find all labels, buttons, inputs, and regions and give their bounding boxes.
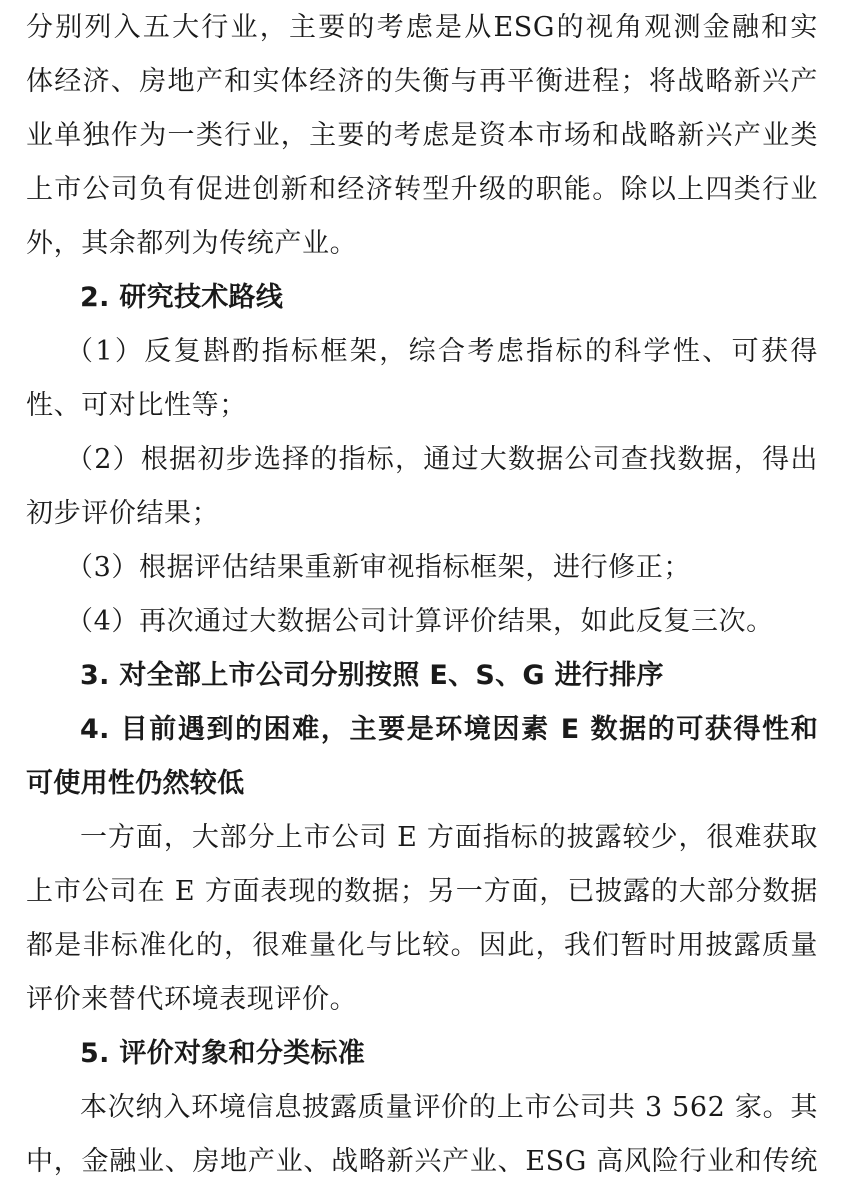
body-text-line: 评价来替代环境表现评价。 xyxy=(26,984,358,1015)
list-item-line: （2）根据初步选择的指标，通过大数据公司查找数据，得出 xyxy=(66,444,818,475)
body-text-line: 体经济、房地产和实体经济的失衡与再平衡进程；将战略新兴产 xyxy=(26,66,818,97)
section-heading: 3. 对全部上市公司分别按照 E、S、G 进行排序 xyxy=(80,660,664,691)
body-text-line: 本次纳入环境信息披露质量评价的上市公司共 3 562 家。其 xyxy=(80,1092,818,1123)
body-text-line: 分别列入五大行业，主要的考虑是从ESG的视角观测金融和实 xyxy=(26,12,818,43)
section-heading: 2. 研究技术路线 xyxy=(80,282,284,313)
list-item-line: 初步评价结果； xyxy=(26,498,220,529)
body-text-line: 都是非标准化的，很难量化与比较。因此，我们暂时用披露质量 xyxy=(26,930,818,961)
body-text-line: 上市公司负有促进创新和经济转型升级的职能。除以上四类行业 xyxy=(26,174,818,205)
body-text-line: 外，其余都列为传统产业。 xyxy=(26,228,358,259)
body-text-line: 上市公司在 E 方面表现的数据；另一方面，已披露的大部分数据 xyxy=(26,876,818,907)
list-item-line: （1）反复斟酌指标框架，综合考虑指标的科学性、可获得 xyxy=(66,336,818,367)
section-heading: 可使用性仍然较低 xyxy=(26,768,245,799)
list-item-line: （3）根据评估结果重新审视指标框架，进行修正； xyxy=(66,552,691,583)
list-item-line: 性、可对比性等； xyxy=(26,390,247,421)
list-item-line: （4）再次通过大数据公司计算评价结果，如此反复三次。 xyxy=(66,606,774,637)
body-text-line: 中，金融业、房地产业、战略新兴产业、ESG 高风险行业和传统 xyxy=(26,1146,818,1177)
body-text-line: 业单独作为一类行业，主要的考虑是资本市场和战略新兴产业类 xyxy=(26,120,818,151)
section-heading: 5. 评价对象和分类标准 xyxy=(80,1038,366,1069)
body-text-line: 一方面，大部分上市公司 E 方面指标的披露较少，很难获取 xyxy=(80,822,818,853)
section-heading: 4. 目前遇到的困难，主要是环境因素 E 数据的可获得性和 xyxy=(80,714,818,745)
